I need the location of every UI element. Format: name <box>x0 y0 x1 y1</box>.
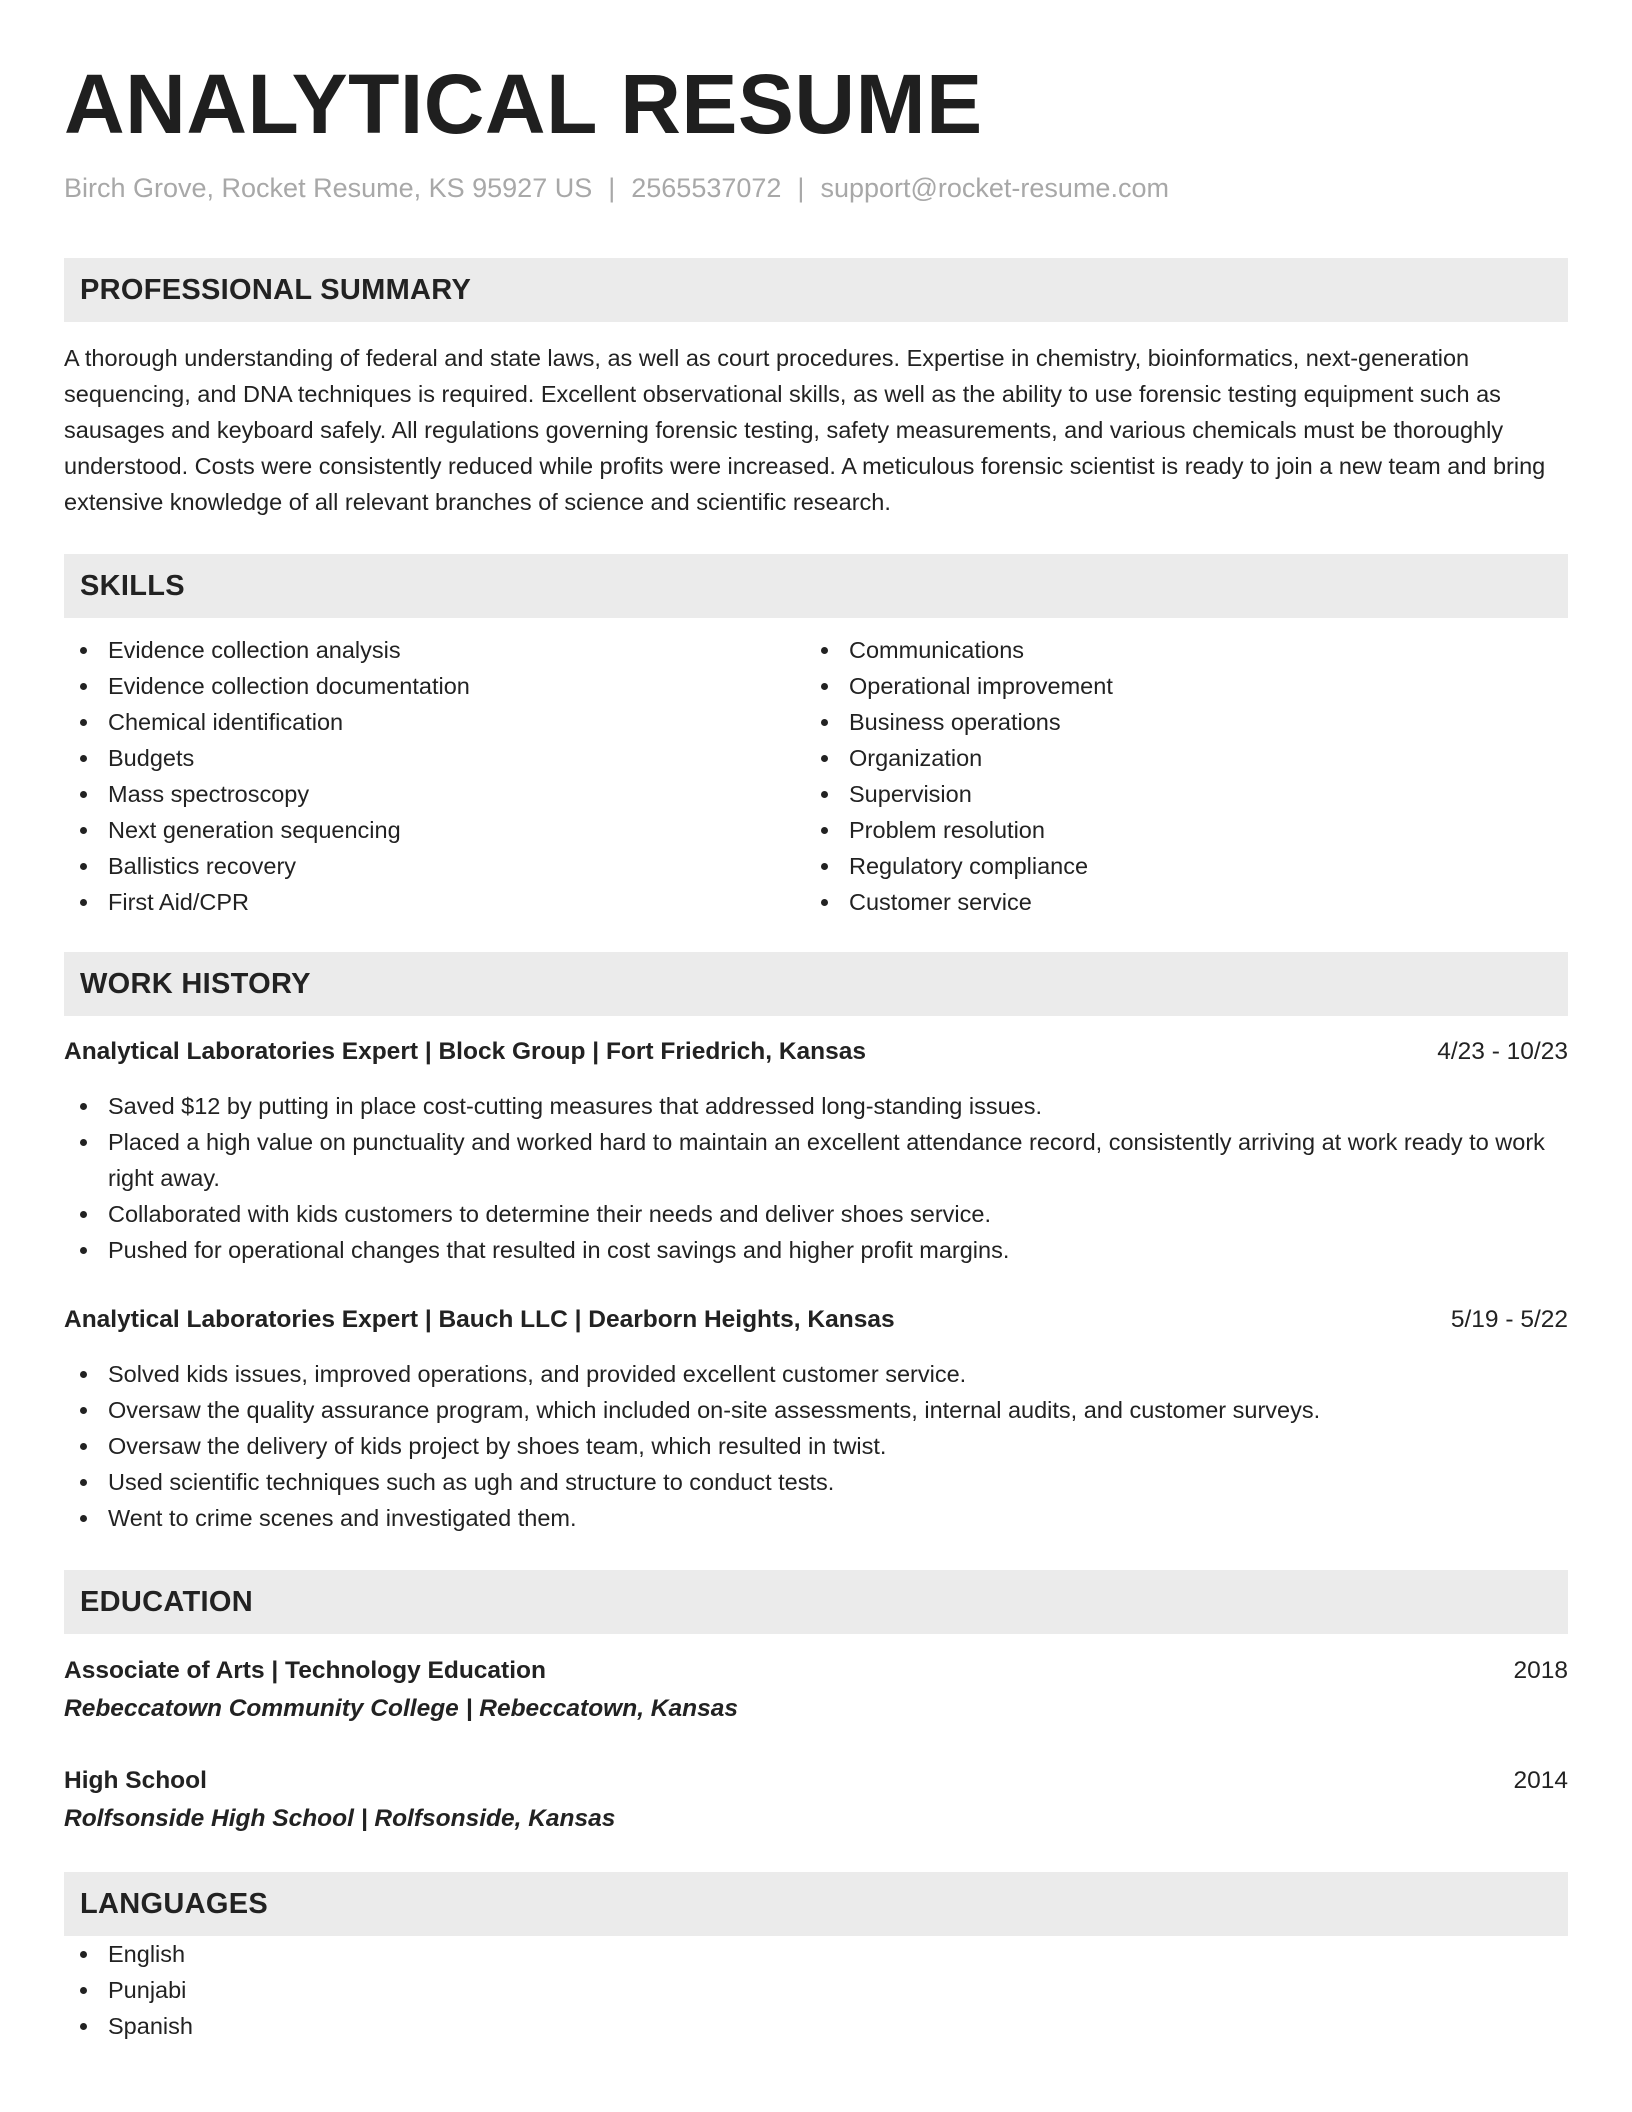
section-heading-summary: PROFESSIONAL SUMMARY <box>64 258 1568 322</box>
job-dates: 4/23 - 10/23 <box>1437 1038 1568 1065</box>
education-entry <box>64 1762 1568 1838</box>
skill-item: Problem resolution <box>805 812 1546 848</box>
language-item: English <box>64 1936 1568 1972</box>
skill-item: Next generation sequencing <box>64 812 805 848</box>
skills-columns <box>64 632 1568 920</box>
skill-item: Evidence collection documentation <box>64 668 805 704</box>
skill-item: Ballistics recovery <box>64 848 805 884</box>
language-item: Punjabi <box>64 1972 1568 2008</box>
skill-item: Chemical identification <box>64 704 805 740</box>
job-entry <box>64 1302 1568 1536</box>
skill-item: Regulatory compliance <box>805 848 1546 884</box>
section-heading-education: EDUCATION <box>64 1570 1568 1634</box>
skill-item: Supervision <box>805 776 1546 812</box>
contact-email: support@rocket-resume.com <box>820 173 1169 203</box>
job-header <box>64 1302 1568 1338</box>
contact-address: Birch Grove, Rocket Resume, KS 95927 US <box>64 173 593 203</box>
education-degree: High School <box>64 1767 207 1794</box>
education-school: Rolfsonside High School | Rolfsonside, Kansas <box>64 1805 616 1832</box>
job-dates: 5/19 - 5/22 <box>1450 1306 1568 1333</box>
skills-list-left <box>64 632 805 920</box>
skill-item: First Aid/CPR <box>64 884 805 920</box>
job-bullet: Pushed for operational changes that resulted in cost savings and higher profit margins. <box>64 1232 1568 1268</box>
language-item: Spanish <box>64 2008 1568 2044</box>
job-bullet: Went to crime scenes and investigated them. <box>64 1500 1568 1536</box>
skills-list-right <box>805 632 1546 920</box>
languages-list <box>64 1936 1568 2044</box>
job-title: Analytical Laboratories Expert | Bauch LLC | Dearborn Heights, Kansas <box>64 1306 895 1333</box>
education-degree: Associate of Arts | Technology Education <box>64 1657 546 1684</box>
resume-title: ANALYTICAL RESUME <box>64 57 983 151</box>
skill-item: Evidence collection analysis <box>64 632 805 668</box>
job-bullet: Collaborated with kids customers to determine their needs and deliver shoes service. <box>64 1196 1568 1232</box>
job-bullets <box>64 1088 1568 1268</box>
education-school: Rebeccatown Community College | Rebeccatown, Kansas <box>64 1695 738 1722</box>
skill-item: Customer service <box>805 884 1546 920</box>
skills-column-right <box>805 632 1546 920</box>
contact-phone: 2565537072 <box>631 173 782 203</box>
skill-item: Communications <box>805 632 1546 668</box>
skill-item: Business operations <box>805 704 1546 740</box>
job-bullet: Solved kids issues, improved operations, and provided excellent customer service. <box>64 1356 1568 1392</box>
skill-item: Budgets <box>64 740 805 776</box>
job-bullet: Oversaw the delivery of kids project by shoes team, which resulted in twist. <box>64 1428 1568 1464</box>
skills-column-left <box>64 632 805 920</box>
contact-separator: | <box>797 173 805 203</box>
education-year: 2014 <box>1513 1767 1568 1794</box>
skill-item: Operational improvement <box>805 668 1546 704</box>
contact-line <box>64 170 1568 206</box>
job-bullet: Saved $12 by putting in place cost-cutting measures that addressed long-standing issues. <box>64 1088 1568 1124</box>
job-entry <box>64 1034 1568 1268</box>
education-header <box>64 1762 1568 1800</box>
skill-item: Mass spectroscopy <box>64 776 805 812</box>
job-bullet: Placed a high value on punctuality and worked hard to maintain an excellent attendance record, consistently arriving at work ready to work right away. <box>64 1124 1568 1196</box>
education-year: 2018 <box>1513 1657 1568 1684</box>
job-title: Analytical Laboratories Expert | Block Group | Fort Friedrich, Kansas <box>64 1038 866 1065</box>
job-bullet: Used scientific techniques such as ugh and structure to conduct tests. <box>64 1464 1568 1500</box>
summary-paragraph: A thorough understanding of federal and state laws, as well as court procedures. Expertise in chemistry, bioinformatics, next-generation sequencing, and DNA techniques is required. Excellent observational skills, as well as the ability to use forensic testing equipment such as sausages and keyboard safely. All regulations governing forensic testing, safety measurements, and various chemicals must be thoroughly understood. Costs were consistently reduced while profits were increased. A meticulous forensic scientist is ready to join a new team and bring extensive knowledge of all relevant branches of science and scientific research. <box>64 345 1546 515</box>
contact-separator: | <box>608 173 616 203</box>
education-entry <box>64 1652 1568 1728</box>
education-header <box>64 1652 1568 1690</box>
job-bullets <box>64 1356 1568 1536</box>
section-heading-skills: SKILLS <box>64 554 1568 618</box>
section-heading-work-history: WORK HISTORY <box>64 952 1568 1016</box>
section-heading-languages: LANGUAGES <box>64 1872 1568 1936</box>
job-header <box>64 1034 1568 1070</box>
skill-item: Organization <box>805 740 1546 776</box>
job-bullet: Oversaw the quality assurance program, which included on-site assessments, internal audits, and customer surveys. <box>64 1392 1568 1428</box>
